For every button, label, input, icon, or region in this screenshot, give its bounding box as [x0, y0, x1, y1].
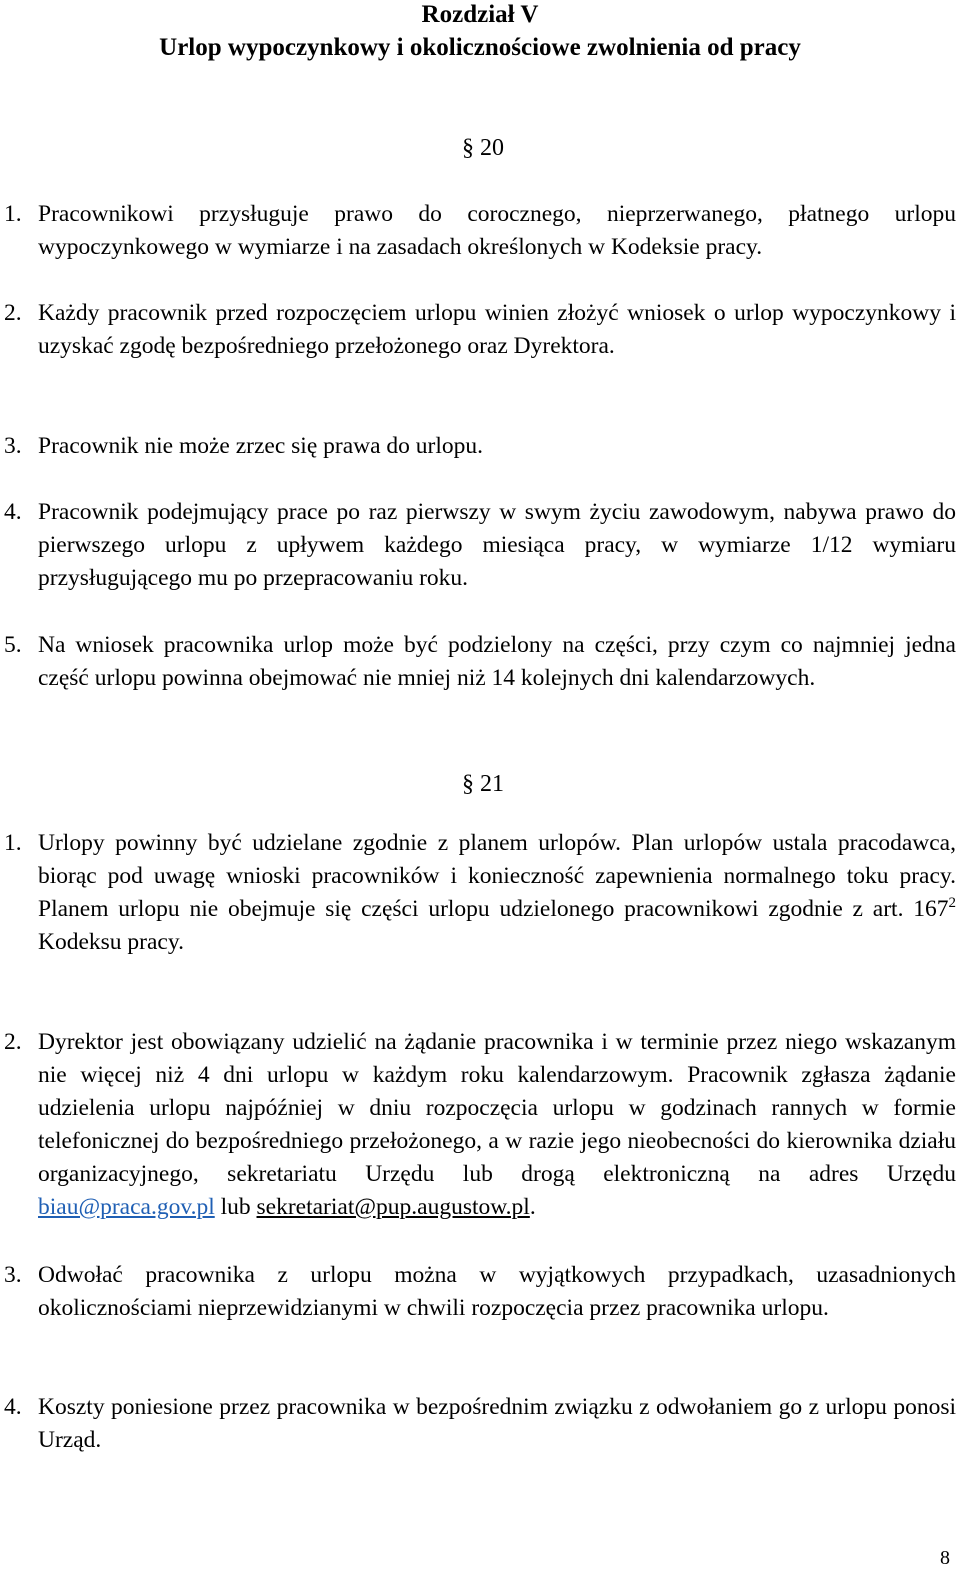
item-number: 2. — [4, 300, 22, 326]
section-20-item-2 — [4, 297, 956, 363]
item-text: Urlopy powinny być udzielane zgodnie z planem urlopów. Plan urlopów ustala pracodawca, biorąc pod uwagę wnioski pracowników i konieczność zapewnienia normalnego toku pracy. Planem urlopu nie obejmuje się części urlopu udzielonego pracownikowi zgodnie z art. $167^2$ Kodeksu pracy. — [38, 830, 956, 955]
chapter-subtitle: Urlop wypoczynkowy i okolicznościowe zwolnienia od pracy — [159, 34, 801, 61]
item-number: 5. — [4, 632, 22, 658]
item-number: 2. — [4, 1029, 22, 1055]
section-21-item-1 — [4, 827, 956, 959]
section-20-item-3 — [4, 430, 956, 463]
section-21-item-3 — [4, 1259, 956, 1325]
item-number: 1. — [4, 830, 22, 856]
item-text: Na wniosek pracownika urlop może być podzielony na części, przy czym co najmniej jedna część urlopu powinna obejmować nie mniej niż 14 kolejnych dni kalendarzowych. — [38, 632, 956, 691]
email-sekretariat[interactable]: sekretariat@pup.augustow.pl — [256, 1194, 530, 1220]
item-text: Koszty poniesione przez pracownika w bezpośrednim związku z odwołaniem go z urlopu ponosi Urząd. — [38, 1394, 956, 1453]
section-21-item-4 — [4, 1391, 956, 1457]
section-20-item-1 — [4, 198, 956, 264]
item-text: Pracownikowi przysługuje prawo do corocznego, nieprzerwanego, płatnego urlopu wypoczynkowego w wymiarze i na zasadach określonych w Kodeksie pracy. — [38, 201, 956, 260]
email-link-biau[interactable]: biau@praca.gov.pl — [38, 1194, 215, 1220]
section-21-item-2 — [4, 1026, 956, 1224]
section-21-mark: § 21 — [462, 771, 504, 797]
item-text: Każdy pracownik przed rozpoczęciem urlopu winien złożyć wniosek o urlop wypoczynkowy i uzyskać zgodę bezpośredniego przełożonego oraz Dyrektora. — [38, 300, 956, 359]
item-number: 3. — [4, 1262, 22, 1288]
item-text: Pracownik nie może zrzec się prawa do urlopu. — [38, 433, 484, 459]
item-number: 4. — [4, 499, 22, 525]
section-20-item-5 — [4, 629, 956, 695]
item-text: Dyrektor jest obowiązany udzielić na żądanie pracownika i w terminie przez niego wskazanym nie więcej niż 4 dni urlopu w każdym roku kalendarzowym. Pracownik zgłasza żądanie udzielenia urlopu najpóźniej w dniu rozpoczęcia urlopu w godzinach rannych w formie telefonicznej do bezpośredniego przełożonego, a w razie jego nieobecności do kierownika działu organizacyjnego, sekretariatu Urzędu lub drogą elektroniczną na adres Urzędu biau@praca.gov.pl lub sekretariat@pup.augustow.pl. — [38, 1029, 956, 1220]
section-20-item-4 — [4, 496, 956, 595]
chapter-title: Rozdział V — [421, 1, 539, 28]
superscript: 2 — [948, 895, 956, 911]
section-20-mark: § 20 — [462, 135, 504, 161]
page-number: 8 — [940, 1547, 950, 1569]
item-number: 4. — [4, 1394, 22, 1420]
item-text: Pracownik podejmujący prace po raz pierwszy w swym życiu zawodowym, nabywa prawo do pierwszego urlopu z upływem każdego miesiąca pracy, w wymiarze 1/12 wymiaru przysługującego mu po przepracowaniu roku. — [38, 499, 956, 591]
item-number: 1. — [4, 201, 22, 227]
item-number: 3. — [4, 433, 22, 459]
item-text: Odwołać pracownika z urlopu można w wyjątkowych przypadkach, uzasadnionych okolicznościami nieprzewidzianymi w chwili rozpoczęcia przez pracownika urlopu. — [38, 1262, 956, 1321]
